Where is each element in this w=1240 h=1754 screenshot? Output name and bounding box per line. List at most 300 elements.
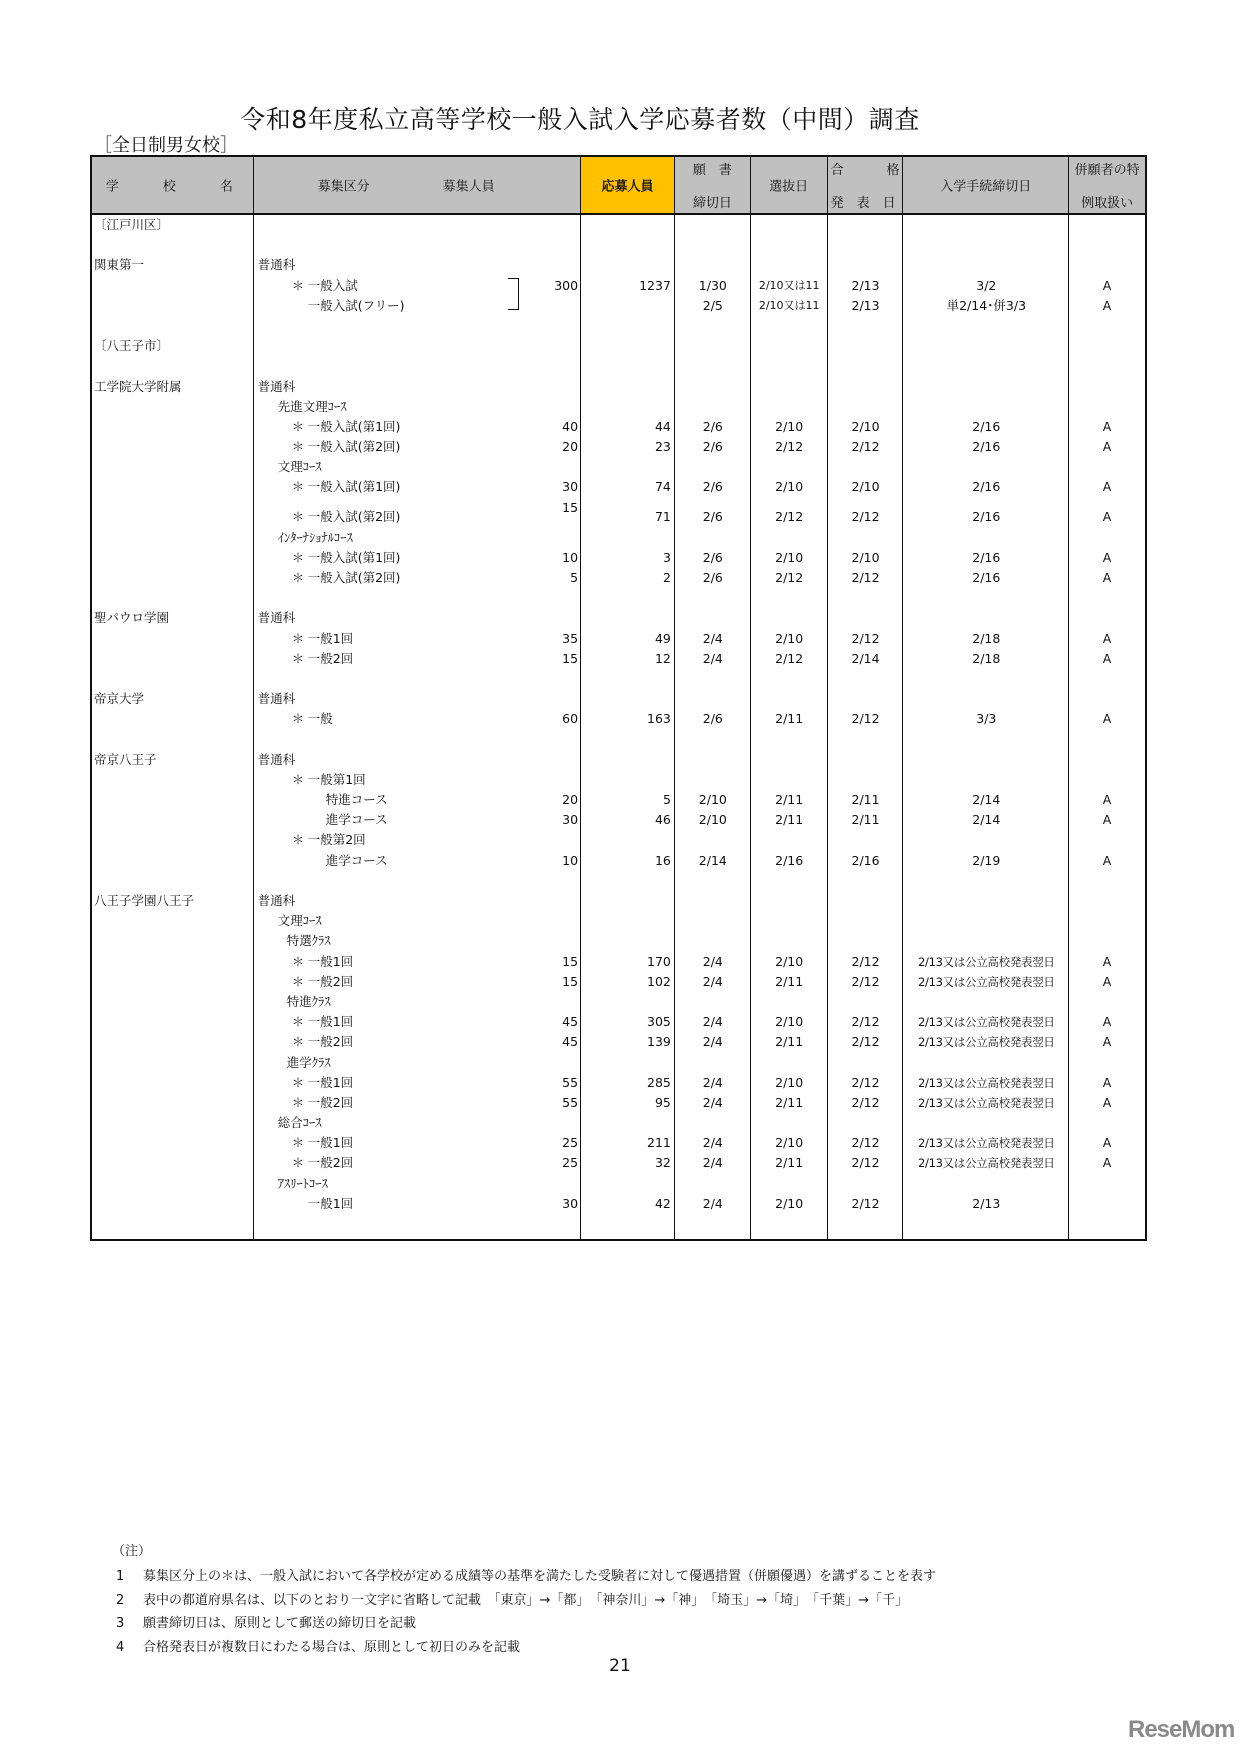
applicants-value <box>581 296 675 316</box>
school-name <box>92 972 254 992</box>
school-name <box>92 669 254 689</box>
note-number: 3 <box>116 1616 125 1631</box>
procedure-deadline-value <box>903 1053 1069 1073</box>
deadline-value <box>675 377 751 397</box>
division-label: 一般入試(第1回) <box>307 549 401 565</box>
procedure-deadline-value: 2/16 <box>972 549 1001 565</box>
special-handling-value <box>1069 1174 1145 1194</box>
special-handling-value <box>1069 730 1145 750</box>
deadline-value: 2/14 <box>698 852 727 868</box>
special-handling-value: A <box>1102 630 1112 646</box>
applicants-value: 44 <box>654 418 671 434</box>
special-handling-value <box>1069 891 1145 911</box>
school-name: 工学院大学附属 <box>94 378 182 394</box>
exam-date-value: 2/10 <box>775 1195 804 1211</box>
division-label: 文理ｺｰｽ <box>277 459 322 475</box>
exam-date-value <box>751 1053 828 1073</box>
procedure-deadline-value <box>903 316 1069 336</box>
bracket-mark <box>508 278 519 310</box>
special-handling-value <box>1069 316 1145 336</box>
header-division <box>254 157 581 213</box>
deadline-value <box>675 1053 751 1073</box>
school-name <box>92 548 254 568</box>
deadline-value: 2/6 <box>702 711 723 727</box>
special-handling-value <box>1069 1194 1145 1214</box>
school-name <box>92 1153 254 1173</box>
special-handling-value <box>1069 215 1145 235</box>
exam-date-value: 2/10 <box>775 479 804 495</box>
applicants-value: 42 <box>654 1195 671 1211</box>
school-name <box>92 457 254 477</box>
table-row <box>92 568 1145 588</box>
table-row <box>92 750 1145 770</box>
announce-date-value: 2/11 <box>851 792 880 808</box>
procedure-deadline-value <box>903 255 1069 275</box>
special-handling-value <box>1069 669 1145 689</box>
division-cell <box>254 276 581 296</box>
school-name <box>92 830 254 850</box>
table-row <box>92 649 1145 669</box>
school-name: 帝京大学 <box>94 691 145 707</box>
division-cell <box>254 931 581 951</box>
announce-date-value <box>828 871 904 891</box>
division-label: 一般入試(第1回) <box>307 418 401 434</box>
division-cell <box>254 528 581 548</box>
division-cell <box>254 689 581 709</box>
deadline-value <box>675 871 751 891</box>
announce-date-value <box>828 397 904 417</box>
school-name: 聖パウロ学園 <box>94 610 170 626</box>
procedure-deadline-value <box>903 215 1069 235</box>
special-handling-value <box>1069 689 1145 709</box>
division-cell <box>254 770 581 790</box>
procedure-deadline-value: 2/13又は公立高校発表翌日 <box>918 1015 1055 1030</box>
procedure-deadline-value: 2/13又は公立高校発表翌日 <box>918 974 1055 989</box>
division-label: 一般入試(フリー) <box>307 297 405 313</box>
school-name <box>92 770 254 790</box>
procedure-deadline-value: 3/3 <box>976 711 997 727</box>
applicants-value: 5 <box>662 792 671 808</box>
table-row <box>92 770 1145 790</box>
table-row <box>92 871 1145 891</box>
applicants-value <box>581 255 675 275</box>
procedure-deadline-value: 2/13又は公立高校発表翌日 <box>918 1136 1055 1151</box>
quota-value: 15 <box>562 973 579 989</box>
deadline-value: 2/6 <box>702 479 723 495</box>
exam-date-value <box>751 992 828 1012</box>
division-cell <box>254 377 581 397</box>
exam-date-value: 2/12 <box>775 439 804 455</box>
header-applicants <box>581 157 675 213</box>
division-label: 先進文理ｺｰｽ <box>277 398 347 414</box>
school-name <box>92 356 254 376</box>
header-school-label: 学 校 名 <box>105 179 239 195</box>
exam-date-value: 2/12 <box>775 508 804 524</box>
applicants-value <box>581 830 675 850</box>
applicants-value <box>581 588 675 608</box>
quota-value: 30 <box>562 812 579 828</box>
header-special-top: 併願者の特 <box>1074 163 1140 178</box>
school-name <box>92 1032 254 1052</box>
special-handling-value: A <box>1102 439 1112 455</box>
division-cell <box>254 548 581 568</box>
announce-date-value: 2/13 <box>851 277 880 293</box>
deadline-value: 2/6 <box>702 418 723 434</box>
announce-date-value <box>828 255 904 275</box>
header-exam <box>751 157 828 213</box>
applicants-value <box>581 730 675 750</box>
procedure-deadline-value <box>903 931 1069 951</box>
school-name <box>92 911 254 931</box>
division-cell <box>254 1113 581 1133</box>
procedure-deadline-value <box>903 689 1069 709</box>
division-label: 普通科 <box>257 610 296 626</box>
school-name <box>92 992 254 1012</box>
procedure-deadline-value <box>903 235 1069 255</box>
school-name <box>92 1174 254 1194</box>
preferential-star: ＊ <box>291 1074 305 1090</box>
special-handling-value <box>1069 931 1145 951</box>
division-cell <box>254 316 581 336</box>
table-row <box>92 911 1145 931</box>
procedure-deadline-value: 2/18 <box>972 650 1001 666</box>
announce-date-value: 2/12 <box>851 570 880 585</box>
special-handling-value: A <box>1102 953 1112 969</box>
division-cell <box>254 1093 581 1113</box>
note-text: 表中の都道府県名は、以下のとおり一文字に省略して記載 「東京」→「都」 「神奈川」→「神」 「埼玉」→「埼」 「千葉」→「千」 <box>143 1592 909 1608</box>
quota-value: 20 <box>562 439 579 455</box>
announce-date-value: 2/13 <box>851 297 880 313</box>
table-row <box>92 931 1145 951</box>
special-handling-value: A <box>1102 1155 1112 1171</box>
quota-value: 15 <box>562 499 579 515</box>
applicants-value <box>581 397 675 417</box>
division-cell <box>254 417 581 437</box>
header-division-label: 募集区分 <box>317 179 370 195</box>
note-text: 合格発表日が複数日にわたる場合は、原則として初日のみを記載 <box>143 1639 521 1655</box>
deadline-value: 2/4 <box>702 1014 723 1030</box>
announce-date-value: 2/12 <box>851 1135 880 1151</box>
special-handling-value <box>1069 377 1145 397</box>
division-cell <box>254 790 581 810</box>
procedure-deadline-value <box>903 397 1069 417</box>
exam-date-value: 2/10 <box>775 953 804 969</box>
special-handling-value <box>1069 750 1145 770</box>
division-cell <box>254 649 581 669</box>
preferential-star: ＊ <box>291 953 305 969</box>
procedure-deadline-value <box>903 377 1069 397</box>
applicants-value <box>581 871 675 891</box>
region-label: 〔江戸川区〕 <box>94 217 170 232</box>
special-handling-value: A <box>1102 812 1112 828</box>
procedure-deadline-value: 2/16 <box>972 479 1001 495</box>
procedure-deadline-value <box>903 588 1069 608</box>
announce-date-value: 2/12 <box>851 953 880 969</box>
table-row <box>92 1113 1145 1133</box>
announce-date-value <box>828 608 904 628</box>
procedure-deadline-value: 2/14 <box>972 812 1001 828</box>
announce-date-value <box>828 730 904 750</box>
deadline-value <box>675 689 751 709</box>
announce-date-value: 2/12 <box>851 711 880 727</box>
quota-value: 60 <box>562 711 579 727</box>
deadline-value <box>675 669 751 689</box>
announce-date-value: 2/12 <box>851 1155 880 1171</box>
exam-date-value: 2/11 <box>775 1034 804 1050</box>
applicants-value <box>581 689 675 709</box>
division-cell <box>254 568 581 588</box>
special-handling-value <box>1069 608 1145 628</box>
special-handling-value <box>1069 235 1145 255</box>
division-label: 一般1回 <box>307 1014 354 1030</box>
announce-date-value <box>828 669 904 689</box>
division-label: 特進コース <box>325 792 388 808</box>
exam-date-value <box>751 770 828 790</box>
exam-date-value: 2/11 <box>775 1094 804 1110</box>
deadline-value: 2/4 <box>702 1074 723 1090</box>
procedure-deadline-value <box>903 891 1069 911</box>
procedure-deadline-value <box>903 830 1069 850</box>
division-label: 一般 <box>307 711 333 727</box>
school-name <box>92 528 254 548</box>
applicants-value: 163 <box>647 711 671 727</box>
deadline-value <box>675 235 751 255</box>
division-cell <box>254 588 581 608</box>
applicants-value: 211 <box>647 1135 671 1151</box>
deadline-value: 1/30 <box>698 277 727 293</box>
procedure-deadline-value: 2/18 <box>972 630 1001 646</box>
school-name <box>92 1012 254 1032</box>
announce-date-value <box>828 235 904 255</box>
division-cell <box>254 891 581 911</box>
quota-value: 35 <box>562 630 579 646</box>
announce-date-value <box>828 689 904 709</box>
exam-date-value: 2/12 <box>775 650 804 666</box>
exam-date-value: 2/11 <box>775 792 804 808</box>
applicants-value <box>581 1113 675 1133</box>
deadline-value <box>675 770 751 790</box>
announce-date-value <box>828 992 904 1012</box>
table-row <box>92 992 1145 1012</box>
table-row <box>92 1032 1145 1052</box>
table-row <box>92 588 1145 608</box>
applicants-value <box>581 891 675 911</box>
watermark-logo: ReseMom <box>1128 1716 1235 1743</box>
note-item <box>112 1612 936 1636</box>
quota-value: 30 <box>562 479 579 495</box>
special-handling-value: A <box>1102 650 1112 666</box>
deadline-value: 2/5 <box>702 297 723 313</box>
procedure-deadline-value <box>903 911 1069 931</box>
exam-date-value: 2/10 <box>775 418 804 434</box>
table-row <box>92 709 1145 729</box>
header-special <box>1069 157 1145 213</box>
division-cell <box>254 911 581 931</box>
deadline-value <box>675 931 751 951</box>
school-name <box>92 730 254 750</box>
quota-value: 10 <box>562 852 579 868</box>
header-school <box>92 157 254 213</box>
division-cell <box>254 356 581 376</box>
special-handling-value <box>1069 830 1145 850</box>
note-item <box>112 1589 936 1613</box>
applicants-value: 285 <box>647 1074 671 1090</box>
quota-value: 30 <box>562 1195 579 1211</box>
exam-date-value <box>751 255 828 275</box>
note-number: 1 <box>116 1569 125 1584</box>
division-cell <box>254 1073 581 1093</box>
school-name <box>92 1133 254 1153</box>
table-row <box>92 498 1145 528</box>
division-label: 文理ｺｰｽ <box>277 913 322 929</box>
header-announce-top-right: 格 <box>886 163 900 178</box>
division-cell <box>254 669 581 689</box>
division-label: 一般2回 <box>307 1094 354 1110</box>
special-handling-value <box>1069 911 1145 931</box>
deadline-value: 2/4 <box>702 1034 723 1050</box>
procedure-deadline-value <box>903 750 1069 770</box>
procedure-deadline-value <box>903 608 1069 628</box>
preferential-star: ＊ <box>291 630 305 646</box>
quota-value: 40 <box>562 418 579 434</box>
announce-date-value: 2/16 <box>851 852 880 868</box>
table-row <box>92 255 1145 275</box>
school-name <box>92 316 254 336</box>
procedure-deadline-value: 単2/14･併3/3 <box>946 297 1027 313</box>
division-cell <box>254 437 581 457</box>
exam-date-value <box>751 608 828 628</box>
applicants-value <box>581 235 675 255</box>
special-handling-value: A <box>1102 508 1112 524</box>
procedure-deadline-value <box>903 528 1069 548</box>
applicants-value: 95 <box>654 1094 671 1110</box>
table-row <box>92 437 1145 457</box>
division-label: 普通科 <box>257 378 296 394</box>
division-label: 進学コース <box>325 812 388 828</box>
table-row <box>92 608 1145 628</box>
division-label: 一般1回 <box>307 630 354 646</box>
procedure-deadline-value: 2/13又は公立高校発表翌日 <box>918 1035 1055 1050</box>
division-label: 一般入試(第2回) <box>307 570 401 585</box>
applicants-value <box>581 911 675 931</box>
special-handling-value: A <box>1102 297 1112 313</box>
header-deadline <box>675 157 751 213</box>
school-name <box>92 851 254 871</box>
table-row <box>92 548 1145 568</box>
deadline-value <box>675 588 751 608</box>
procedure-deadline-value <box>903 730 1069 750</box>
exam-date-value <box>751 457 828 477</box>
announce-date-value: 2/12 <box>851 1014 880 1030</box>
deadline-value <box>675 608 751 628</box>
preferential-star: ＊ <box>291 650 305 666</box>
exam-date-value <box>751 235 828 255</box>
header-procedure-label: 入学手続締切日 <box>940 179 1032 195</box>
school-name <box>92 437 254 457</box>
announce-date-value <box>828 377 904 397</box>
division-label: ｱｽﾘｰﾄｺｰｽ <box>277 1175 328 1191</box>
school-name <box>92 1194 254 1214</box>
quota-value: 300 <box>554 277 579 293</box>
announce-date-value: 2/12 <box>851 630 880 646</box>
special-handling-value: A <box>1102 792 1112 808</box>
school-name <box>92 810 254 830</box>
procedure-deadline-value <box>903 669 1069 689</box>
exam-date-value <box>751 750 828 770</box>
division-label: 一般入試(第2回) <box>307 439 401 455</box>
special-handling-value: A <box>1102 973 1112 989</box>
procedure-deadline-value: 2/16 <box>972 508 1001 524</box>
procedure-deadline-value: 2/14 <box>972 792 1001 808</box>
preferential-star: ＊ <box>291 1014 305 1030</box>
school-name <box>92 276 254 296</box>
division-cell <box>254 336 581 356</box>
note-text: 願書締切日は、原則として郵送の締切日を記載 <box>143 1616 417 1631</box>
applicants-value: 23 <box>654 439 671 455</box>
procedure-deadline-value <box>903 356 1069 376</box>
deadline-value <box>675 528 751 548</box>
table-row <box>92 689 1145 709</box>
announce-date-value <box>828 830 904 850</box>
quota-value: 45 <box>562 1034 579 1050</box>
school-name <box>92 629 254 649</box>
announce-date-value <box>828 750 904 770</box>
deadline-value <box>675 750 751 770</box>
special-handling-value <box>1069 770 1145 790</box>
announce-date-value <box>828 770 904 790</box>
deadline-value: 2/4 <box>702 953 723 969</box>
applicants-value <box>581 316 675 336</box>
deadline-value <box>675 336 751 356</box>
procedure-deadline-value: 2/13又は公立高校発表翌日 <box>918 1156 1055 1171</box>
quota-value: 25 <box>562 1135 579 1151</box>
applicants-value <box>581 215 675 235</box>
division-cell <box>254 608 581 628</box>
announce-date-value: 2/12 <box>851 439 880 455</box>
procedure-deadline-value: 2/16 <box>972 418 1001 434</box>
exam-date-value <box>751 316 828 336</box>
exam-date-value: 2/10 <box>775 549 804 565</box>
special-handling-value <box>1069 588 1145 608</box>
quota-value: 15 <box>562 953 579 969</box>
division-label: 一般入試 <box>307 277 358 293</box>
special-handling-value: A <box>1102 277 1112 293</box>
applicants-value: 32 <box>654 1155 671 1171</box>
exam-date-value <box>751 730 828 750</box>
announce-date-value: 2/12 <box>851 1034 880 1050</box>
table-row <box>92 215 1145 235</box>
procedure-deadline-value: 2/16 <box>972 570 1001 585</box>
applicants-value: 49 <box>654 630 671 646</box>
announce-date-value: 2/12 <box>851 1195 880 1211</box>
table-row <box>92 669 1145 689</box>
table-row <box>92 851 1145 871</box>
school-name <box>92 397 254 417</box>
exam-date-value: 2/10又は11 <box>758 278 820 292</box>
applicants-value <box>581 770 675 790</box>
quota-value: 5 <box>570 570 579 585</box>
applicants-value: 1237 <box>639 277 671 293</box>
school-name: 八王子学園八王子 <box>94 893 195 908</box>
procedure-deadline-value <box>903 770 1069 790</box>
table-row <box>92 1053 1145 1073</box>
exam-date-value <box>751 528 828 548</box>
division-label: 普通科 <box>257 751 296 767</box>
applicants-value: 2 <box>662 570 671 585</box>
division-cell <box>254 810 581 830</box>
announce-date-value <box>828 457 904 477</box>
table-rows <box>92 215 1145 1214</box>
